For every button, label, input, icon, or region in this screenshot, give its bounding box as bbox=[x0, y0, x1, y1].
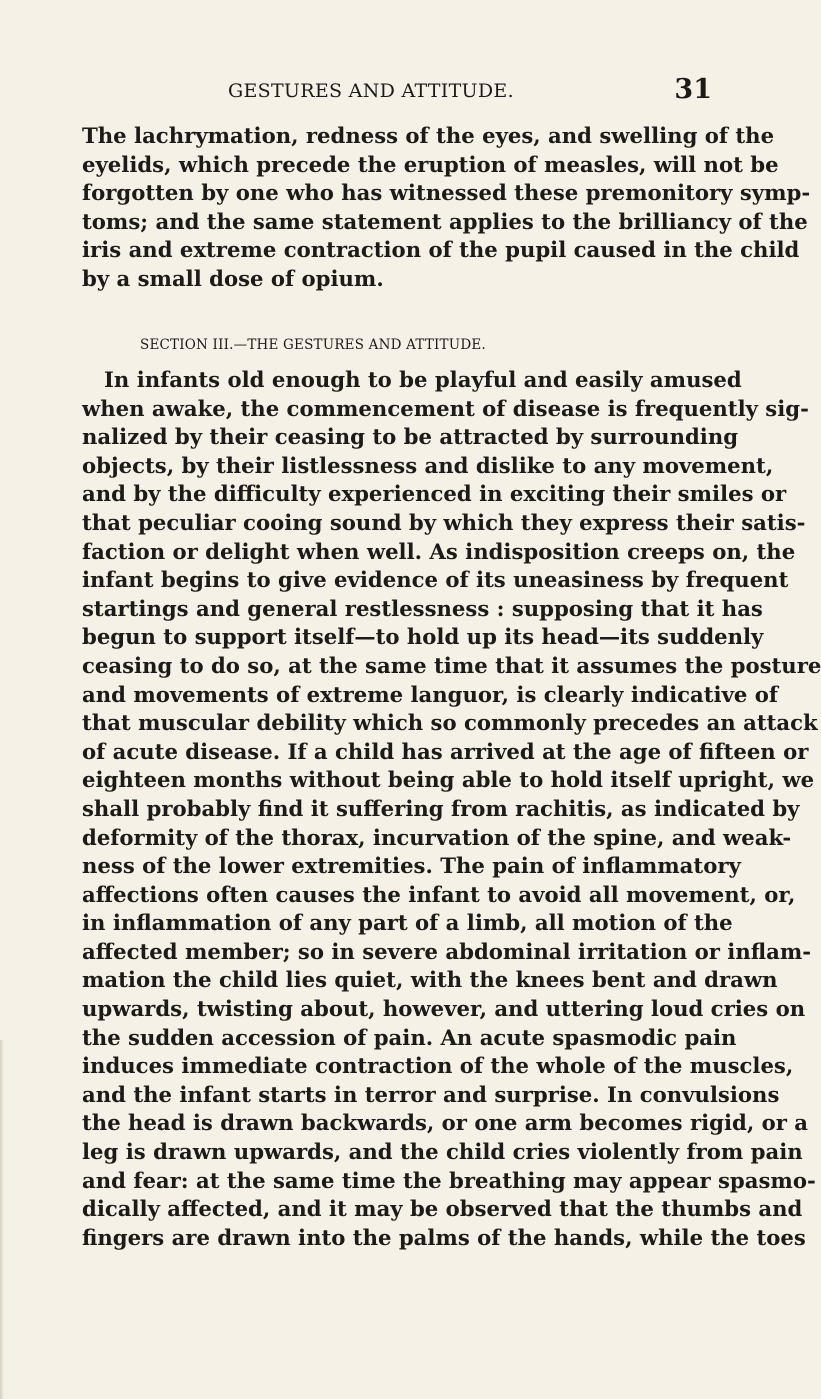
paragraph-2-line: dically affected, and it may be observed that the thumbs and bbox=[82, 1196, 803, 1222]
paragraph-2-line: ness of the lower extremities. The pain of inflammatory bbox=[82, 853, 741, 879]
paragraph-2-line: infant begins to give evidence of its uneasiness by frequent bbox=[82, 567, 789, 593]
paragraph-2-line: upwards, twisting about, however, and uttering loud cries on bbox=[82, 996, 806, 1022]
paragraph-2-line: that muscular debility which so commonly precedes an attack bbox=[82, 710, 818, 736]
page-number: 31 bbox=[674, 74, 712, 105]
paragraph-1-line: The lachrymation, redness of the eyes, and swelling of the bbox=[82, 123, 775, 148]
paragraph-2-line: when awake, the commencement of disease is frequently sig- bbox=[82, 395, 809, 421]
paragraph-2-line: and movements of extreme languor, is clearly indicative of bbox=[82, 681, 779, 707]
paragraph-2 bbox=[82, 366, 821, 1252]
paragraph-2-line: objects, by their listlessness and dislike to any movement, bbox=[82, 452, 774, 478]
paragraph-2-line: the sudden accession of pain. An acute spasmodic pain bbox=[82, 1024, 737, 1050]
running-head: GESTURES AND ATTITUDE. bbox=[228, 80, 514, 102]
paragraph-2-line: and the infant starts in terror and surprise. In convulsions bbox=[82, 1081, 780, 1107]
paragraph-2-line: of acute disease. If a child has arrived at the age of fifteen or bbox=[82, 738, 809, 764]
paragraph-2-line: faction or delight when well. As indisposition creeps on, the bbox=[82, 538, 796, 564]
paragraph-2-line: In infants old enough to be playful and easily amused bbox=[104, 367, 742, 392]
paragraph-2-line: shall probably find it suffering from rachitis, as indicated by bbox=[82, 795, 800, 821]
paragraph-2-line: leg is drawn upwards, and the child cries violently from pain bbox=[82, 1139, 803, 1165]
paragraph-2-line: and by the difficulty experienced in exciting their smiles or bbox=[82, 481, 787, 507]
paragraph-2-line: startings and general restlessness : supposing that it has bbox=[82, 595, 763, 621]
paragraph-2-line: and fear: at the same time the breathing may appear spasmo- bbox=[82, 1167, 816, 1193]
paragraph-1-line: by a small dose of opium. bbox=[82, 265, 384, 291]
paragraph-2-line: fingers are drawn into the palms of the hands, while the toes bbox=[82, 1224, 806, 1250]
section-heading: SECTION III.—THE GESTURES AND ATTITUDE. bbox=[140, 337, 486, 353]
page-edge-shadow bbox=[0, 1040, 4, 1399]
paragraph-1 bbox=[82, 122, 811, 294]
paragraph-2-line: affected member; so in severe abdominal irritation or inflam- bbox=[82, 938, 812, 964]
paragraph-2-line: deformity of the thorax, incurvation of the spine, and weak- bbox=[82, 824, 792, 850]
paragraph-2-line: nalized by their ceasing to be attracted by surrounding bbox=[82, 424, 739, 450]
paragraph-2-line: begun to support itself—to hold up its head—its suddenly bbox=[82, 624, 764, 650]
paragraph-2-line: mation the child lies quiet, with the knees bent and drawn bbox=[82, 967, 778, 993]
paragraph-2-line: induces immediate contraction of the whole of the muscles, bbox=[82, 1053, 794, 1079]
paragraph-2-line: the head is drawn backwards, or one arm becomes rigid, or a bbox=[82, 1110, 809, 1136]
paragraph-2-line: in inflammation of any part of a limb, all motion of the bbox=[82, 910, 733, 936]
paragraph-2-line: ceasing to do so, at the same time that it assumes the posture bbox=[82, 652, 821, 678]
paragraph-1-line: toms; and the same statement applies to the brilliancy of the bbox=[82, 208, 808, 234]
paragraph-1-line: forgotten by one who has witnessed these premonitory symp- bbox=[82, 180, 811, 206]
paragraph-1-line: eyelids, which precede the eruption of measles, will not be bbox=[82, 151, 779, 177]
paragraph-2-line: eighteen months without being able to hold itself upright, we bbox=[82, 767, 815, 793]
paragraph-2-line: that peculiar cooing sound by which they express their satis- bbox=[82, 509, 806, 535]
paragraph-2-line: affections often causes the infant to avoid all movement, or, bbox=[82, 881, 796, 907]
paragraph-1-line: iris and extreme contraction of the pupil caused in the child bbox=[82, 237, 800, 263]
